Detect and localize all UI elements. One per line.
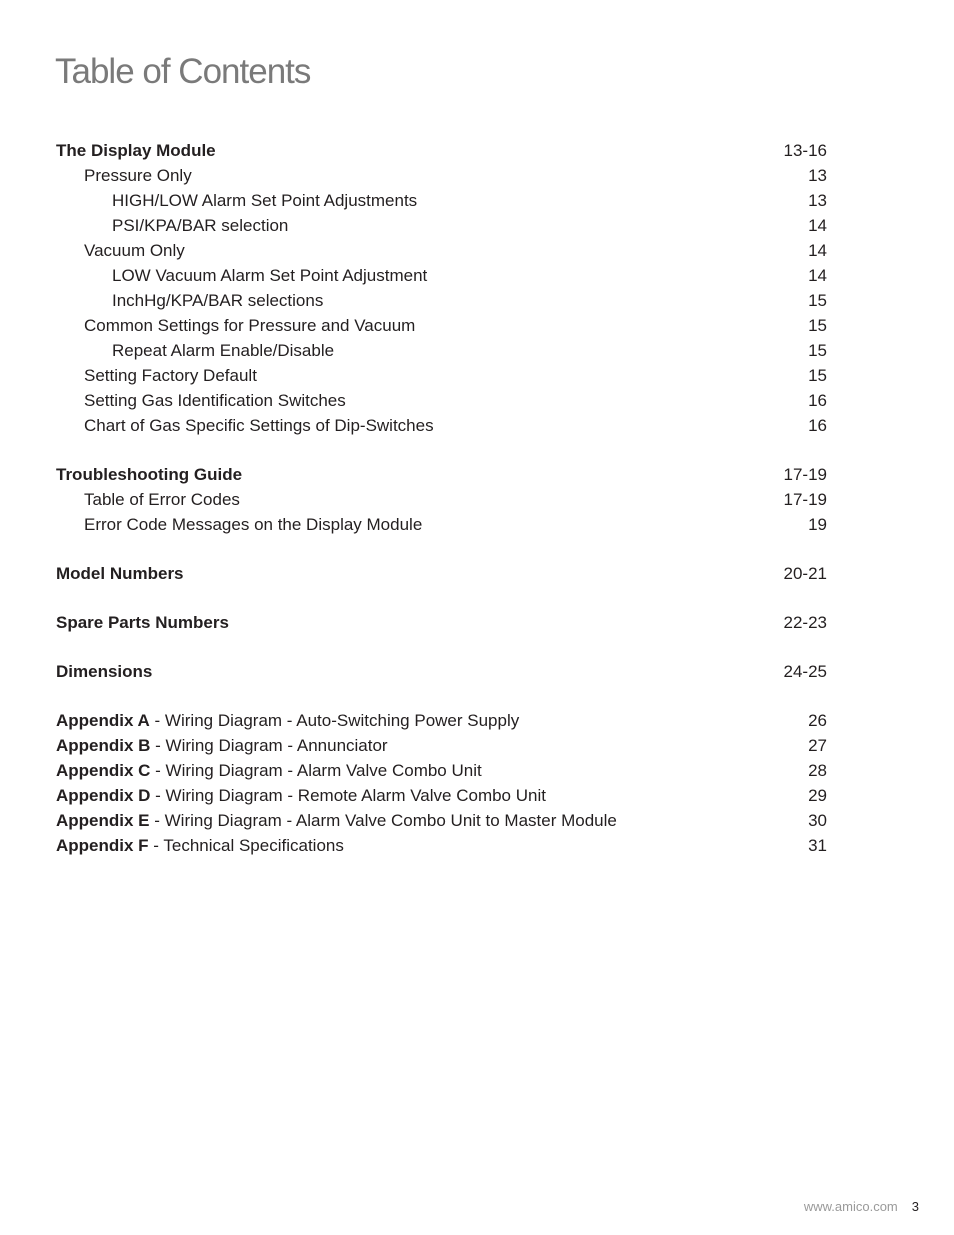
toc-entry-label — [56, 708, 519, 733]
toc-entry-label: Setting Factory Default — [84, 366, 257, 385]
toc-entry-page: 22-23 — [783, 613, 827, 632]
toc-entry-page: 14 — [808, 216, 827, 235]
toc-entry-dip-switch-chart[interactable] — [56, 413, 827, 438]
footer-page-number: 3 — [911, 1199, 919, 1214]
appendix-name: Appendix C — [56, 761, 151, 780]
toc-entry-page: 28 — [808, 761, 827, 780]
appendix-name: Appendix B — [56, 736, 151, 755]
toc-entry-label — [56, 783, 546, 808]
toc-entry-label: Common Settings for Pressure and Vacuum — [84, 316, 416, 335]
appendix-description: - Wiring Diagram - Alarm Valve Combo Unit — [150, 761, 482, 780]
toc-entry-page: 15 — [808, 291, 827, 310]
toc-entry-label — [56, 833, 344, 858]
toc-entry-label: Error Code Messages on the Display Module — [84, 515, 423, 534]
toc-entry-page: 24-25 — [783, 662, 827, 681]
toc-entry-common-settings[interactable] — [56, 313, 827, 338]
toc-entry-error-code-messages[interactable] — [56, 512, 827, 537]
toc-entry-appendix-f[interactable] — [56, 833, 827, 858]
toc-entry-model-numbers[interactable] — [56, 561, 827, 586]
toc-entry-gas-id-switches[interactable] — [56, 388, 827, 413]
toc-entry-display-module[interactable] — [56, 138, 827, 163]
toc-entry-label: Setting Gas Identification Switches — [84, 391, 346, 410]
toc-entry-page: 30 — [808, 811, 827, 830]
toc-entry-label: InchHg/KPA/BAR selections — [112, 291, 324, 310]
toc-entry-page: 15 — [808, 316, 827, 335]
toc-entry-page: 13 — [808, 191, 827, 210]
toc-entry-page: 13 — [808, 166, 827, 185]
toc-entry-page: 29 — [808, 786, 827, 805]
toc-entry-appendix-c[interactable] — [56, 758, 827, 783]
appendix-description: - Wiring Diagram - Alarm Valve Combo Unit to Master Module — [149, 811, 617, 830]
toc-entry-page: 15 — [808, 341, 827, 360]
toc-entry-appendix-d[interactable] — [56, 783, 827, 808]
toc-entry-label: Table of Error Codes — [84, 490, 240, 509]
toc-entry-label: Pressure Only — [84, 166, 192, 185]
appendix-name: Appendix A — [56, 711, 150, 730]
toc-entry-page: 31 — [808, 836, 827, 855]
toc-entry-inchhg-selections[interactable] — [56, 288, 827, 313]
toc-entry-high-low-alarm[interactable] — [56, 188, 827, 213]
appendix-name: Appendix D — [56, 786, 151, 805]
toc-entry-page: 13-16 — [783, 141, 827, 160]
toc-entry-dimensions[interactable] — [56, 659, 827, 684]
toc-entry-label: LOW Vacuum Alarm Set Point Adjustment — [112, 266, 428, 285]
toc-entry-page: 15 — [808, 366, 827, 385]
toc-entry-page: 16 — [808, 391, 827, 410]
toc-entry-pressure-only[interactable] — [56, 163, 827, 188]
toc-entry-troubleshooting[interactable] — [56, 462, 827, 487]
toc-entry-error-codes-table[interactable] — [56, 487, 827, 512]
toc-entry-label: Model Numbers — [56, 564, 184, 583]
appendix-description: - Technical Specifications — [148, 836, 344, 855]
toc-entry-psi-kpa-bar[interactable] — [56, 213, 827, 238]
toc-entry-label: Troubleshooting Guide — [56, 465, 243, 484]
toc-entry-page: 14 — [808, 266, 827, 285]
toc-entry-appendix-b[interactable] — [56, 733, 827, 758]
toc-entry-page: 19 — [808, 515, 827, 534]
toc-entry-page: 27 — [808, 736, 827, 755]
toc-entry-page: 17-19 — [783, 490, 827, 509]
toc-entry-page: 26 — [808, 711, 827, 730]
appendix-description: - Wiring Diagram - Auto-Switching Power Supply — [149, 711, 520, 730]
toc-entry-low-vacuum-alarm[interactable] — [56, 263, 827, 288]
appendix-name: Appendix F — [56, 836, 149, 855]
page-footer — [804, 1198, 919, 1216]
toc-entry-label: Repeat Alarm Enable/Disable — [112, 341, 335, 360]
toc-entry-label: Spare Parts Numbers — [56, 613, 229, 632]
toc-entry-label — [56, 758, 482, 783]
appendix-description: - Wiring Diagram - Remote Alarm Valve Combo Unit — [150, 786, 546, 805]
appendix-name: Appendix E — [56, 811, 150, 830]
toc-entry-page: 17-19 — [783, 465, 827, 484]
toc-entry-appendix-e[interactable] — [56, 808, 827, 833]
toc-entry-factory-default[interactable] — [56, 363, 827, 388]
toc-entry-label — [56, 733, 388, 758]
footer-website: www.amico.com — [803, 1199, 898, 1214]
toc-entry-spare-parts[interactable] — [56, 610, 827, 635]
toc-entry-page: 20-21 — [783, 564, 827, 583]
toc-entry-vacuum-only[interactable] — [56, 238, 827, 263]
toc-entry-label — [56, 808, 617, 833]
toc-entry-label: The Display Module — [56, 141, 216, 160]
toc-entry-repeat-alarm[interactable] — [56, 338, 827, 363]
toc-entry-appendix-a[interactable] — [56, 708, 827, 733]
toc-entry-page: 14 — [808, 241, 827, 260]
toc-entry-label: Dimensions — [56, 662, 153, 681]
table-of-contents — [56, 138, 827, 858]
toc-entry-page: 16 — [808, 416, 827, 435]
page-title: Table of Contents — [55, 52, 311, 91]
toc-entry-label: Vacuum Only — [84, 241, 185, 260]
appendix-description: - Wiring Diagram - Annunciator — [150, 736, 388, 755]
toc-entry-label: PSI/KPA/BAR selection — [112, 216, 289, 235]
toc-entry-label: HIGH/LOW Alarm Set Point Adjustments — [112, 191, 418, 210]
toc-entry-label: Chart of Gas Specific Settings of Dip-Switches — [84, 416, 434, 435]
